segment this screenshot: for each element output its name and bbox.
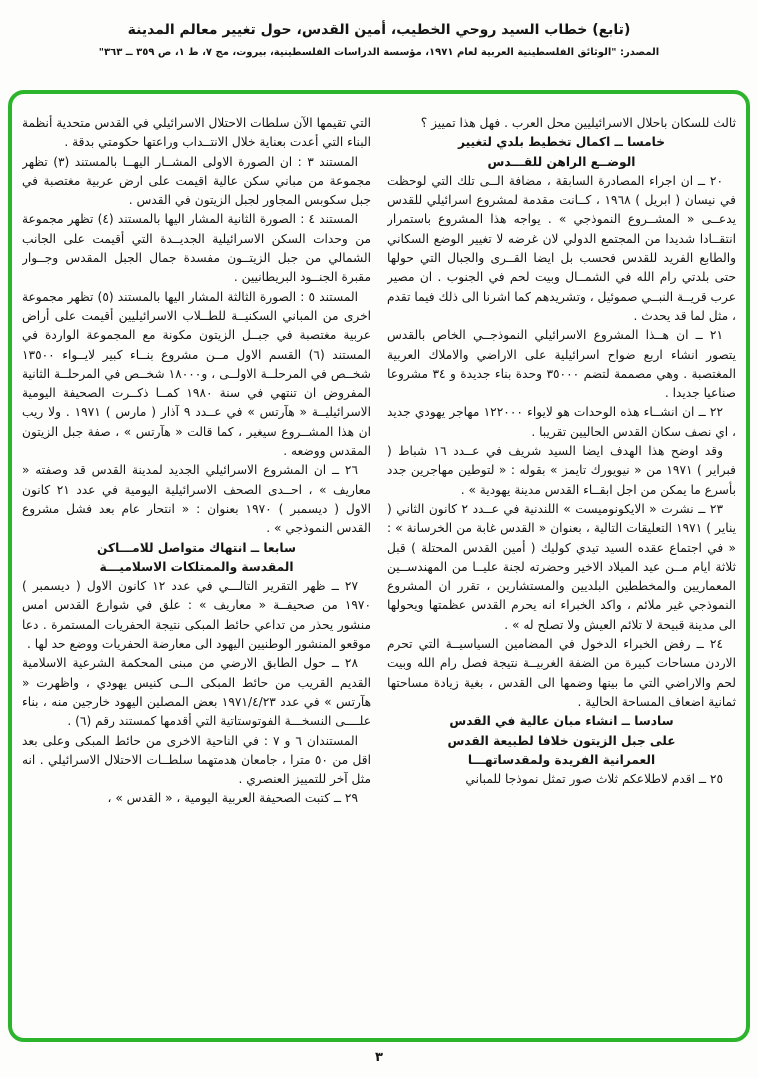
paragraph: المستند ٤ : الصورة الثانية المشار اليها بالمستند (٤) تظهر مجموعة من وحدات السكن الاسرائيلية الجديــدة التي أقيمت على الجانب الشمالي من جبل الزيتــون مفسدة جمال الجبل المقدس وجــوار مقبرة الجنــود البريطانيين . xyxy=(22,212,371,285)
paragraph: المستند ٣ : ان الصورة الاولى المشــار اليهــا بالمستند (٣) تظهر مجموعة من مباني سكن عالية اقيمت على ارض عربية مغتصبة في جبل سكوبس المجاور لجبل الزيتون في القدس . xyxy=(22,154,371,208)
source-citation: المصدر: "الوثائق الفلسطينية العربية لعام ١٩٧١، مؤسسة الدراسات الفلسطينية، بيروت، مج ٧، ط ١، ص ٣٥٩ ــ ٣٦٣" xyxy=(98,47,660,58)
text-column-left xyxy=(22,114,371,1028)
paragraph: ٢٣ ــ نشرت « الايكونوميست » اللندنية في عــدد ٢ كانون الثاني ( يناير ) ١٩٧١ التعليقات التالية ، بعنوان « القدس غابة من الخرسانة » : « في اجتماع عقده السيد تيدي كوليك ( أمين القدس المحتلة ) قبل ثلاثة ايام مــن عيد الميلاد الاخير وحضرته لجنة عليــا من المهندســين المعماريين والمخططين البلديين والمستشارين ، تقرر ان المشروع النموذجي غير ملائم ، واكد الخبراء انه يحرم القدس عظمتها ويحولها الى مدينة قبيحة لا تلائم العيش ولا تصلح له » . xyxy=(387,501,736,632)
paragraph: التي تقيمها الآن سلطات الاحتلال الاسرائيلي في القدس متحدية أنظمة البناء التي أعدت بعناية خلال الانتــداب وراعتها حكومتي بدقة . xyxy=(22,116,371,150)
paragraph: ٢٥ ــ اقدم لاطلاعكم ثلاث صور تمثل نموذجا للمباني xyxy=(465,772,723,787)
green-border-frame xyxy=(8,90,750,1042)
paragraph: ٢١ ــ ان هــذا المشروع الاسرائيلي النموذجــي الخاص بالقدس يتصور انشاء اربع ضواح اسرائيلية على الاراضي والاملاك العربية المغتصبة . وهي مصممة لتضم ٣٥٠٠٠ وحدة بناء جديدة و ٣٤ مشروعا صناعيا جديدا . xyxy=(387,328,736,401)
paragraph: ٢٢ ــ ان انشــاء هذه الوحدات هو لايواء ١٢٢٠٠٠ مهاجر يهودي جديد ، اي نصف سكان القدس الحاليين تقريبا . xyxy=(387,405,736,439)
section-heading: سابعا ــ انتهاك متواصل للامـــاكن المقدسة والممتلكات الاسلاميـــة xyxy=(97,540,296,574)
section-heading: خامسا ــ اكمال تخطيط بلدي لتغيير الوضــع الراهن للقـــدس xyxy=(458,135,665,169)
paragraph: المستندان ٦ و ٧ : في الناحية الاخرى من حائط المبكى وعلى بعد اقل من ٥٠ مترا ، جامعان هدمتهما سلطــات الاحتلال الاسرائيلي . انه مثل آخر للتمييز العنصري . xyxy=(22,733,371,787)
document-title: (تابع) خطاب السيد روحي الخطيب، أمين القدس، حول تغيير معالم المدينة xyxy=(127,22,631,38)
paragraph: ٢٠ ــ ان اجراء المصادرة السابقة ، مضافة الــى تلك التي لوحظت في نيسان ( ابريل ) ١٩٦٨ ، كــانت مقدمة لمشروع اسرائيلي للقدس يدعــى « المشــروع النموذجي » . يواجه هذا المشروع باستمرار انتقــادا شديدا من المجتمع الدولي لان غرضه لا تغيير الوضع السكاني والطابع الفريد للقدس فحسب بل ايضا القــرى والجبال التي حولها حتى بلدتي رام الله في الشمــال وبيت لحم في الجنوب . ان مصير عرب قريــة النبــي صموئيل ، وتشريدهم كما اشرنا الى ذلك فيما تقدم ، مثل لما قد يحدث . xyxy=(387,173,736,323)
page-number: ٣ xyxy=(375,1050,383,1065)
paragraph: ٢٨ ــ حول الطابق الارضي من مبنى المحكمة الشرعية الاسلامية القديم القريب من حائط المبكى الــى كنيس يهودي ، واظهرت « هآرتس » في عدد ١٩٧١/٤/٢٣ بعض المصلين اليهود خارجين منه ، بناء علــــى النسخـــة الفوتوستاتية التي أقدمها كمستند رقم (٦) . xyxy=(22,656,371,729)
text-column-right xyxy=(387,114,736,1028)
paragraph: المستند ٥ : الصورة الثالثة المشار اليها بالمستند (٥) تظهر مجموعة اخرى من المباني السكنيــة للطــلاب الاسرائيليين أقيمت على أراض عربية مغتصبة في جبــل الزيتون مكونة مع المجموعة الواردة في المستند (٦) القسم الاول مــن مشروع بنــاء كبير لايــواء ١٣٥٠٠ شخــص في المرحلــة الاولــى ، و١٨٠٠٠ شخــص في المرحلــة الثانية المفروض ان تنتهي في سنة ١٩٨٠ كمــا ذكــرت الصحيفة اليومية الاسرائيليــة « هآرتس » في عــدد ٩ آذار ( مارس ) ١٩٧١ . ولا ريب ان هذا المشــروع سيغير ، كما قالت « هآرتس » ، صفة جبل الزيتون المقدس ووضعه . xyxy=(22,289,371,459)
paragraph: ٢٧ ــ ظهر التقرير التالـــي في عدد ١٢ كانون الاول ( ديسمبر ) ١٩٧٠ من صحيفــة « معاريف » : علق في شوارع القدس امس منشور يحذر من تداعي حائط المبكى نتيجة الحفريات المستمرة . دعا موقعو المنشور الوطنيين اليهود الى معارضة الحفريات ووضع حد لها . xyxy=(22,579,371,652)
paragraph: ثالث للسكان باحلال الاسرائيليين محل العرب . فهل هذا تمييز ؟ xyxy=(420,116,736,130)
paragraph: وقد اوضح هذا الهدف ايضا السيد شريف في عــدد ١٦ شباط ( فبراير ) ١٩٧١ من « نيويورك تايمز » بقوله : « لتوطين مهاجرين جدد بأسرع ما يمكن من اجل ابقــاء القدس مدينة يهودية » . xyxy=(387,444,736,497)
paragraph: ٢٤ ــ رفض الخبراء الدخول في المضامين السياسيــة التي تحرم الاردن مساحات كبيرة من الضفة الغربيــة نتيجة فصل رام الله وبيت لحم والاراضي التي ما بينها وضمها الى القدس ، بغية زيادة مساحتها ثمانية اضعاف المساحة الحالية . xyxy=(387,637,736,709)
paragraph: ٢٦ ــ ان المشروع الاسرائيلي الجديد لمدينة القدس قد وصفته « معاريف » ، احــدى الصحف الاسرائيلية اليومية في عدد ٢١ كانون الاول ( ديسمبر ) ١٩٧٠ بعنوان : « انتحار عام بعد فشل مشروع القدس النموذجي » . xyxy=(22,463,371,536)
section-heading: سادسا ــ انشاء مبان عالية في القدس على جبل الزيتون خلافا لطبيعة القدس العمرانية الفريدة ولمقدساتهـــا xyxy=(447,714,676,767)
paragraph: ٢٩ ــ كتبت الصحيفة العربية اليومية ، « القدس » ، xyxy=(107,791,358,806)
page-header xyxy=(0,0,758,58)
